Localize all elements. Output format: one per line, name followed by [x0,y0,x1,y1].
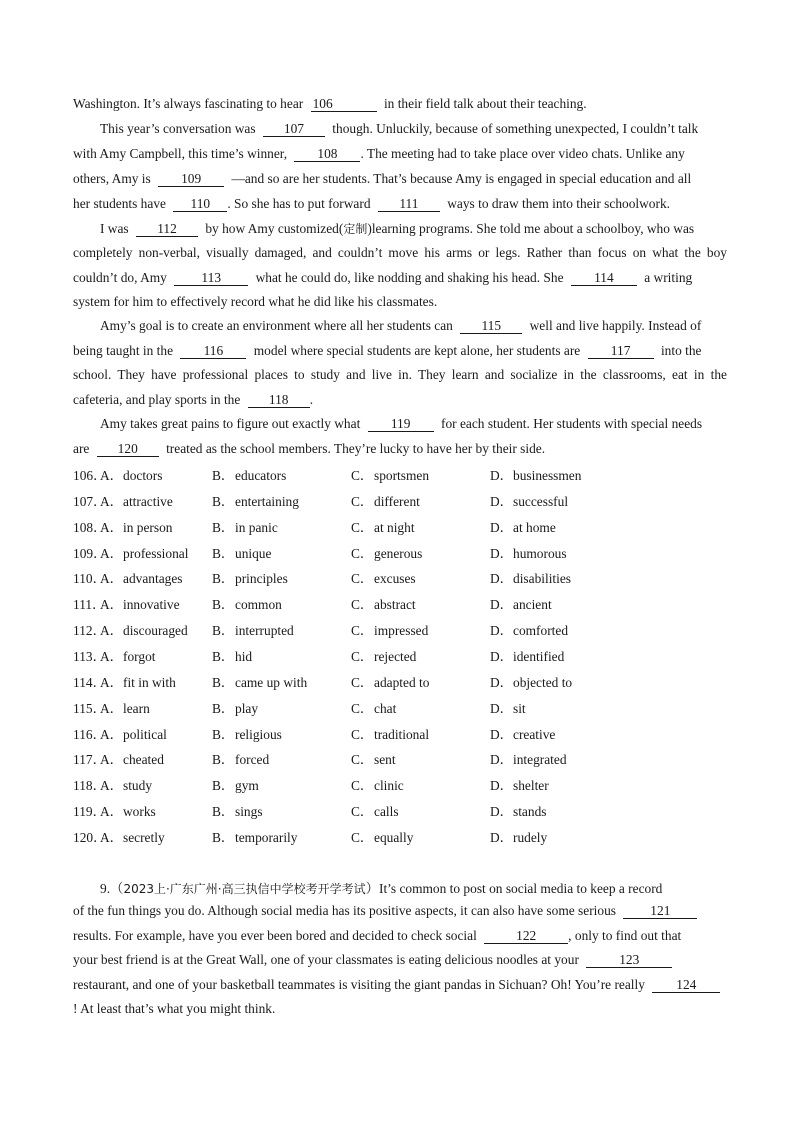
option-text: chat [374,700,397,716]
blank-122: 122 [484,929,568,944]
option-text: abstract [374,597,416,613]
passage-text: her students have [73,196,166,211]
blank-120: 120 [97,442,159,457]
option-letter: A． [100,545,124,561]
option-letter: A． [100,674,124,690]
option-a[interactable] [100,491,173,510]
option-d[interactable] [490,465,581,484]
passage-text: restaurant, and one of your basketball teammates is visiting the giant pandas in Sichuan? Oh! You’re really [73,977,645,992]
blank-119: 119 [368,417,434,432]
option-text: principles [235,571,288,587]
blank-111: 111 [378,197,440,212]
q9-line [73,977,720,993]
option-letter: D． [490,752,514,768]
option-d[interactable] [490,491,568,510]
option-d[interactable] [490,517,556,536]
blank-108: 108 [294,147,360,162]
passage-text: with Amy Campbell, this time’s winner, [73,146,288,161]
passage-text: . So she has to put forward [227,196,371,211]
option-b[interactable] [212,517,278,536]
option-letter: C． [351,545,374,561]
option-letter: C． [351,804,374,819]
option-letter: B． [212,752,235,768]
option-text: integrated [513,752,567,768]
passage-text: system for him to effectively record what he did like his classmates. [73,294,438,309]
option-a[interactable] [100,698,150,717]
q9-line [73,1001,275,1017]
option-text: traditional [374,726,430,742]
passage-text: ）It’s common to post on social media to keep a record [365,881,663,896]
option-d[interactable] [490,543,567,562]
option-a[interactable] [100,543,188,562]
passage-text: treated as the school members. They’re lucky to have her by their side. [166,441,546,456]
option-text: at home [513,519,556,535]
option-letter: A． [100,752,124,768]
option-d[interactable] [490,672,572,691]
option-letter: B． [212,649,235,664]
option-letter: C． [351,726,374,742]
option-c[interactable] [351,517,415,536]
option-letter: C． [351,649,374,664]
option-text: forced [235,752,270,768]
passage-line [73,441,545,457]
option-c[interactable] [351,465,429,484]
blank-109: 109 [158,172,224,187]
option-a[interactable] [100,801,156,820]
option-letter: B． [212,726,235,742]
option-c[interactable] [351,543,422,562]
option-letter: A． [100,829,124,845]
option-letter: D． [490,519,514,535]
option-text: in person [123,519,173,535]
option-c[interactable] [351,491,420,510]
option-text: at night [374,519,415,535]
option-c[interactable] [351,620,428,639]
option-text: rudely [513,829,548,845]
option-text: adapted to [374,674,430,690]
option-letter: D． [490,778,514,794]
question-number: 113． [73,649,106,664]
option-text: play [235,700,259,716]
option-text: clinic [374,778,404,794]
passage-text: into the [660,343,702,358]
question-number: 116． [73,726,106,742]
option-a[interactable] [100,517,172,536]
option-letter: B． [212,519,235,535]
blank-118: 118 [248,393,310,408]
option-text: cheated [123,752,164,768]
passage-line [73,171,691,187]
question-number: 117． [73,752,106,768]
option-letter: C． [351,623,374,639]
option-text: entertaining [235,493,299,509]
question-number: 108． [73,519,107,535]
passage-text: of the fun things you do. Although social media has its positive aspects, it can also have some serious [73,903,616,918]
option-text: in panic [235,519,278,535]
blank-121: 121 [623,904,697,919]
option-letter: A． [100,804,124,819]
option-text: businessmen [513,468,582,483]
q9-line [100,878,662,897]
passage-text: This year’s conversation was [100,121,256,136]
question-number: 114． [73,674,106,690]
passage-text: for each student. Her students with special needs [441,416,703,431]
option-a[interactable] [100,724,167,743]
option-text: different [374,493,420,509]
passage-text: )learning programs. She told me about a schoolboy, who was [367,221,695,236]
passage-line [100,121,698,137]
passage-text: . The meeting had to take place over video chats. Unlike any [360,146,685,161]
option-d[interactable] [490,620,568,639]
question-number: 111． [73,597,106,613]
passage-text: . [309,392,314,407]
option-letter: D． [490,829,514,845]
option-letter: C． [351,571,374,587]
option-letter: D． [490,674,514,690]
option-b[interactable] [212,620,294,639]
option-letter: B． [212,571,235,587]
option-letter: B． [212,700,235,716]
option-c[interactable] [351,698,396,717]
option-letter: A． [100,571,124,587]
option-letter: A． [100,623,124,639]
option-text: secretly [123,829,165,845]
blank-114: 114 [571,271,637,286]
q9-line [73,928,681,944]
option-text: ancient [513,597,552,613]
passage-text: though. Unluckily, because of something unexpected, I couldn’t talk [332,121,699,136]
option-d[interactable] [490,801,546,820]
option-text: political [123,726,167,742]
option-letter: A． [100,726,124,742]
passage-text: what he could do, like nodding and shaking his head. She [255,270,564,285]
question-number: 120． [73,829,107,845]
option-a[interactable] [100,775,152,794]
option-letter: C． [351,674,374,690]
blank-117: 117 [588,344,654,359]
passage-text: ! At least that’s what you might think. [73,1001,276,1016]
option-text: religious [235,726,282,742]
option-letter: D． [490,493,514,509]
option-a[interactable] [100,568,183,587]
option-text: sent [374,752,396,768]
option-letter: B． [212,597,235,613]
option-letter: A． [100,519,124,535]
option-text: impressed [374,623,429,639]
option-letter: D． [490,623,514,639]
option-letter: C． [351,752,374,768]
option-letter: A． [100,649,124,664]
option-text: stands [513,804,547,819]
option-c[interactable] [351,646,416,665]
option-a[interactable] [100,465,162,484]
option-d[interactable] [490,594,552,613]
option-c[interactable] [351,594,416,613]
option-c[interactable] [351,672,429,691]
question-number: 106． [73,468,107,483]
option-letter: C． [351,519,374,535]
passage-line [73,367,727,383]
option-letter: B． [212,778,235,794]
option-letter: B． [212,468,235,483]
passage-text: Washington. It’s always fascinating to hear [73,96,304,111]
option-b[interactable] [212,698,258,717]
option-text: interrupted [235,623,294,639]
passage-text: completely non-verbal, visually damaged, and couldn’t move his arms or legs. Rather than focus on what the boy [73,245,727,260]
option-text: disabilities [513,571,572,587]
option-text: advantages [123,571,183,587]
option-letter: C． [351,493,374,509]
blank-106: 106 [311,97,377,112]
option-c[interactable] [351,775,404,794]
passage-line [100,220,694,237]
q9-source: 2023上·广东广州·高三执信中学校考开学考试 [123,882,366,896]
passage-line [73,392,313,408]
passage-text: being taught in the [73,343,174,358]
option-b[interactable] [212,491,299,510]
option-letter: C． [351,829,374,845]
passage-line [73,196,670,212]
passage-line [73,96,587,112]
option-text: equally [374,829,414,845]
option-letter: D． [490,468,514,483]
option-letter: C． [351,597,374,613]
passage-text: couldn’t do, Amy [73,270,167,285]
option-text: humorous [513,545,567,561]
question-number: 119． [73,804,106,819]
option-b[interactable] [212,724,282,743]
option-d[interactable] [490,568,571,587]
passage-text: a writing [644,270,693,285]
option-b[interactable] [212,801,263,820]
passage-text: ways to draw them into their schoolwork. [447,196,670,211]
option-b[interactable] [212,568,288,587]
option-b[interactable] [212,646,252,665]
option-letter: B． [212,493,235,509]
option-text: creative [513,726,556,742]
passage-text: results. For example, have you ever been bored and decided to check social [73,928,477,943]
q9-line [73,903,697,919]
option-b[interactable] [212,775,259,794]
option-text: sportsmen [374,468,430,483]
q9-line [73,952,672,968]
passage-line [100,416,702,432]
option-text: came up with [235,674,308,690]
passage-text: your best friend is at the Great Wall, one of your classmates is eating delicious noodles at your [73,952,579,967]
option-text: gym [235,778,259,794]
passage-line [73,294,437,310]
option-c[interactable] [351,801,399,820]
option-letter: B． [212,674,235,690]
option-b[interactable] [212,749,269,768]
option-letter: D． [490,726,514,742]
passage-line [73,270,692,286]
option-b[interactable] [212,672,307,691]
option-text: forgot [123,649,156,664]
option-text: successful [513,493,569,509]
passage-text: by how Amy customized( [205,221,344,236]
passage-text: in their field talk about their teaching. [383,96,587,111]
option-text: hid [235,649,253,664]
option-a[interactable] [100,827,165,846]
option-d[interactable] [490,698,526,717]
passage-line [73,245,727,261]
option-text: rejected [374,649,417,664]
passage-text: are [73,441,90,456]
option-text: attractive [123,493,173,509]
option-c[interactable] [351,568,416,587]
option-text: shelter [513,778,549,794]
question-number: 118． [73,778,106,794]
question-number: 107． [73,493,107,509]
option-d[interactable] [490,749,567,768]
blank-113: 113 [174,271,248,286]
passage-text: Amy takes great pains to figure out exactly what [100,416,361,431]
option-d[interactable] [490,724,555,743]
option-letter: B． [212,804,235,819]
option-a[interactable] [100,672,176,691]
option-b[interactable] [212,594,282,613]
option-text: excuses [374,571,416,587]
passage-text: others, Amy is [73,171,151,186]
passage-text: , only to find out that [568,928,682,943]
option-letter: C． [351,468,374,483]
passage-line [73,146,685,162]
option-text: unique [235,545,272,561]
question-number: 115． [73,700,106,716]
option-letter: B． [212,623,235,639]
blank-124: 124 [652,978,720,993]
blank-123: 123 [586,953,672,968]
option-letter: D． [490,545,514,561]
blank-107: 107 [263,122,325,137]
passage-text: 定制 [343,222,368,236]
option-text: innovative [123,597,180,613]
option-letter: B． [212,545,235,561]
passage-text: model where special students are kept alone, her students are [253,343,581,358]
passage-text: cafeteria, and play sports in the [73,392,241,407]
option-c[interactable] [351,827,413,846]
blank-115: 115 [460,319,522,334]
option-letter: C． [351,700,374,716]
passage-line [100,318,701,334]
option-letter: A． [100,493,124,509]
option-letter: D． [490,571,514,587]
option-text: discouraged [123,623,188,639]
question-number: 112． [73,623,106,639]
q9-number: 9.（ [100,881,124,896]
option-text: calls [374,804,399,819]
question-number: 109． [73,545,107,561]
blank-112: 112 [136,222,198,237]
option-text: comforted [513,623,569,639]
option-b[interactable] [212,543,271,562]
option-text: fit in with [123,674,176,690]
option-text: sit [513,700,526,716]
option-c[interactable] [351,749,396,768]
option-text: works [123,804,156,819]
option-letter: D． [490,649,514,664]
option-c[interactable] [351,724,429,743]
option-text: doctors [123,468,163,483]
passage-text: —and so are her students. That’s because Amy is engaged in special education and all [231,171,692,186]
option-text: professional [123,545,189,561]
option-text: study [123,778,153,794]
option-a[interactable] [100,749,164,768]
passage-text: I was [100,221,129,236]
option-text: objected to [513,674,573,690]
option-text: educators [235,468,287,483]
option-letter: D． [490,597,514,613]
option-b[interactable] [212,465,286,484]
option-letter: D． [490,804,514,819]
option-b[interactable] [212,827,297,846]
option-text: identified [513,649,565,664]
option-text: common [235,597,282,613]
option-a[interactable] [100,620,188,639]
option-text: sings [235,804,263,819]
option-d[interactable] [490,646,564,665]
blank-116: 116 [180,344,246,359]
option-letter: A． [100,700,124,716]
option-letter: A． [100,778,124,794]
option-d[interactable] [490,827,547,846]
passage-line [73,343,702,359]
option-letter: A． [100,597,124,613]
option-letter: D． [490,700,514,716]
option-text: generous [374,545,423,561]
option-d[interactable] [490,775,549,794]
option-letter: C． [351,778,374,794]
passage-text: well and live happily. Instead of [529,318,702,333]
option-a[interactable] [100,594,180,613]
option-letter: A． [100,468,124,483]
option-text: temporarily [235,829,298,845]
question-number: 110． [73,571,106,587]
option-text: learn [123,700,150,716]
passage-text: school. They have professional places to study and live in. They learn and socialize in the classrooms, eat in the [73,367,727,382]
blank-110: 110 [173,197,227,212]
option-a[interactable] [100,646,155,665]
passage-text: Amy’s goal is to create an environment where all her students can [100,318,453,333]
option-letter: B． [212,829,235,845]
